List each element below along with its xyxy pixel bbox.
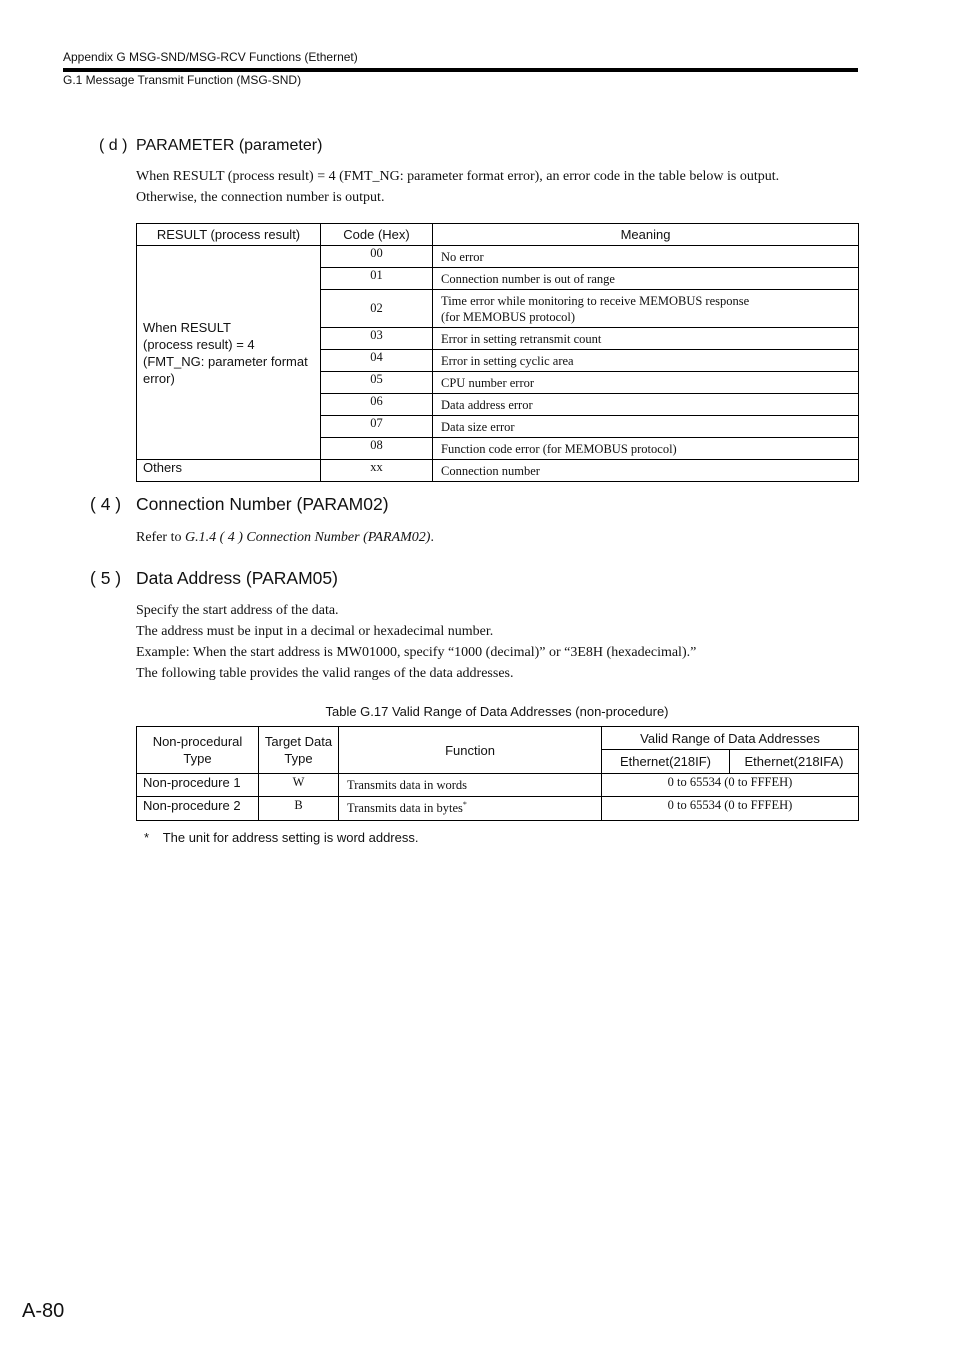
range-cell: 0 to 65534 (0 to FFFEH) (602, 774, 859, 797)
header-meaning: Meaning (433, 224, 859, 246)
running-header-section: G.1 Message Transmit Function (MSG-SND) (63, 73, 302, 87)
paragraph-line: The following table provides the valid ranges of the data addresses. (136, 666, 514, 681)
paragraph-line: Example: When the start address is MW01000, specify “1000 (decimal)” or “3E8H (hexadecimal).” (136, 645, 697, 660)
subsection-d-label: ( d ) (99, 137, 128, 154)
code-cell: 08 (321, 438, 433, 460)
result-group-label (137, 246, 321, 460)
group-label-line: (FMT_NG: parameter format (143, 353, 308, 369)
header-line: Target Data (264, 734, 333, 749)
header-line: Type (183, 751, 212, 766)
code-cell: 05 (321, 372, 433, 394)
code-cell: 07 (321, 416, 433, 438)
header-target (259, 727, 339, 774)
section-5-title: Data Address (PARAM05) (136, 568, 338, 588)
table-row (137, 246, 859, 268)
footnote-mark: * (462, 800, 467, 810)
meaning-cell: Error in setting retransmit count (433, 328, 859, 350)
code-cell: 04 (321, 350, 433, 372)
meaning-cell: No error (433, 246, 859, 268)
function-cell (339, 797, 602, 821)
meaning-cell: CPU number error (433, 372, 859, 394)
subsection-d-paragraph (136, 166, 856, 208)
header-rule (63, 68, 858, 72)
code-cell: 06 (321, 394, 433, 416)
data-address-range-table (136, 726, 859, 821)
table-row (137, 774, 859, 797)
refer-prefix: Refer to (136, 530, 185, 545)
section-5-paragraph (136, 600, 856, 684)
table-header-row (137, 727, 859, 750)
code-cell: 01 (321, 268, 433, 290)
footnote-text: The unit for address setting is word address. (162, 830, 419, 845)
paragraph-line: The address must be input in a decimal or hexadecimal number. (136, 624, 494, 639)
page-number: A-80 (22, 1300, 65, 1322)
section-5-label: ( 5 ) (90, 568, 122, 588)
paragraph-line: When RESULT (process result) = 4 (FMT_NG: parameter format error), an error code in the table below is output. (136, 169, 780, 184)
function-text: Transmits data in words (347, 778, 468, 793)
header-type (137, 727, 259, 774)
section-4-label: ( 4 ) (90, 494, 122, 514)
table-row-others (137, 460, 859, 482)
meaning-cell: Data size error (433, 416, 859, 438)
function-cell (339, 774, 602, 797)
header-result: RESULT (process result) (137, 224, 321, 246)
header-line: Non-procedural (152, 734, 243, 749)
code-cell: xx (321, 460, 433, 482)
table-caption: Table G.17 Valid Range of Data Addresses (non-procedure) (325, 704, 669, 719)
subsection-d-title: PARAMETER (parameter) (136, 137, 323, 154)
type-cell: Non-procedure 1 (137, 774, 259, 797)
meaning-cell: Connection number is out of range (433, 268, 859, 290)
code-cell: 00 (321, 246, 433, 268)
range-cell: 0 to 65534 (0 to FFFEH) (602, 797, 859, 821)
meaning-cell: Error in setting cyclic area (433, 350, 859, 372)
group-label-line: When RESULT (143, 319, 231, 335)
others-label: Others (137, 460, 321, 482)
meaning-line: (for MEMOBUS protocol) (441, 309, 576, 324)
target-cell: B (259, 797, 339, 821)
meaning-cell: Connection number (433, 460, 859, 482)
parameter-error-table (136, 223, 859, 482)
header-line: Type (284, 751, 313, 766)
header-ethernet-218if: Ethernet(218IF) (602, 750, 730, 774)
type-cell: Non-procedure 2 (137, 797, 259, 821)
running-header-chapter: Appendix G MSG-SND/MSG-RCV Functions (Ethernet) (63, 50, 358, 64)
paragraph-line: Specify the start address of the data. (136, 603, 339, 618)
footnote (144, 830, 418, 845)
function-text: Transmits data in bytes (347, 801, 463, 816)
group-label-line: (process result) = 4 (143, 336, 255, 352)
cross-reference-link[interactable]: G.1.4 ( 4 ) Connection Number (PARAM02) (184, 530, 431, 545)
refer-suffix: . (430, 530, 434, 545)
code-cell: 03 (321, 328, 433, 350)
meaning-cell (433, 290, 859, 328)
target-cell: W (259, 774, 339, 797)
code-cell: 02 (321, 290, 433, 328)
header-valid-range: Valid Range of Data Addresses (602, 727, 859, 750)
meaning-cell: Data address error (433, 394, 859, 416)
header-function: Function (339, 727, 602, 774)
header-ethernet-218ifa: Ethernet(218IFA) (730, 750, 859, 774)
group-label-line: error) (143, 370, 175, 386)
meaning-cell: Function code error (for MEMOBUS protocol) (433, 438, 859, 460)
table-header-row (137, 224, 859, 246)
header-code: Code (Hex) (321, 224, 433, 246)
footnote-mark: * (144, 830, 150, 845)
table-row (137, 797, 859, 821)
paragraph-line: Otherwise, the connection number is output. (136, 190, 385, 205)
section-4-title: Connection Number (PARAM02) (136, 494, 389, 514)
meaning-line: Time error while monitoring to receive MEMOBUS response (441, 293, 750, 308)
section-4-reference (136, 527, 434, 548)
